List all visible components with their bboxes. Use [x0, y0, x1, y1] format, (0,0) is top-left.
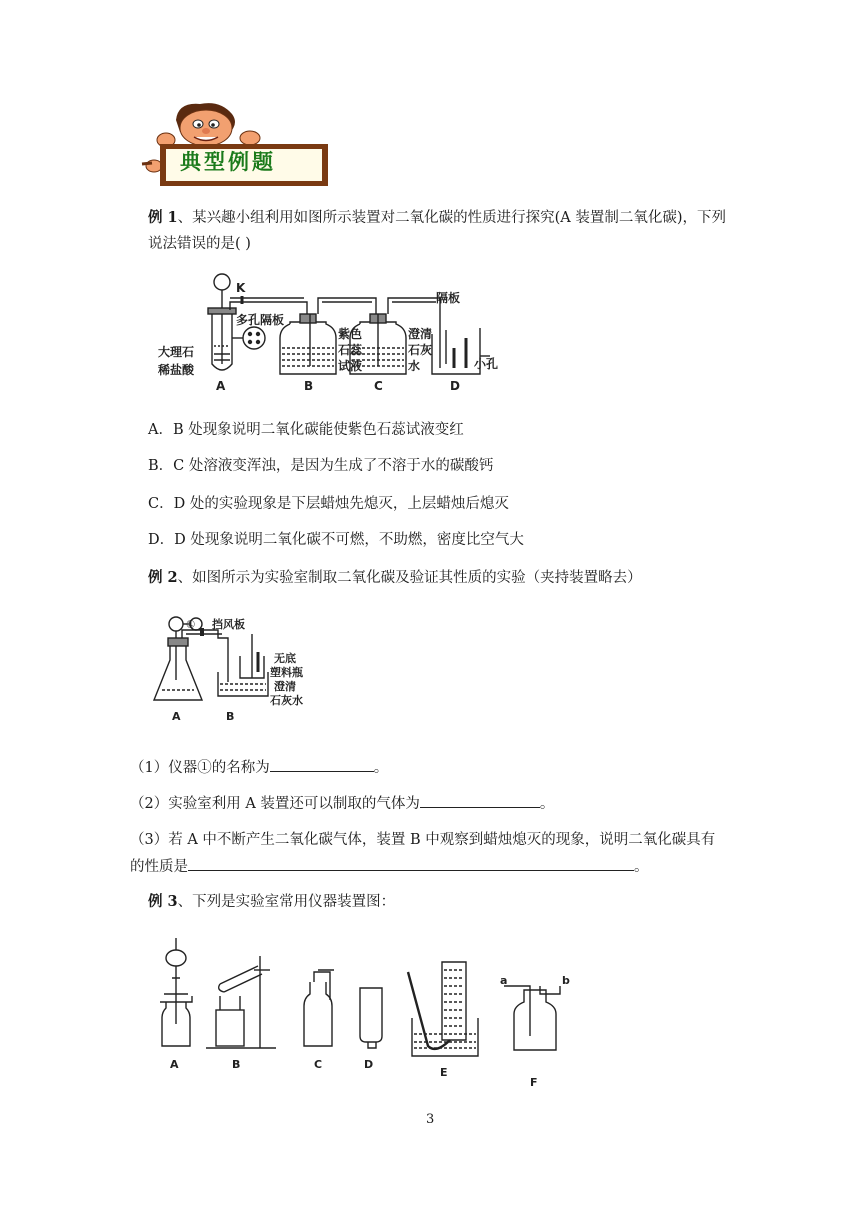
ex2-label-bottle-2: 塑料瓶 — [270, 666, 303, 679]
ex3-label-b: B — [232, 1058, 241, 1071]
ex1-label-a: A — [216, 379, 226, 393]
ex1-label-lime-1: 澄清 — [408, 327, 433, 341]
ex3-label-f: F — [530, 1076, 538, 1089]
ex1-line1 — [148, 208, 726, 228]
ex2-q1-end: 。 — [373, 760, 389, 776]
ex1-option-b: B．C 处溶液变浑浊，是因为生成了不溶于水的碳酸钙 — [148, 458, 494, 474]
banner-illustration — [140, 100, 330, 192]
ex3-label-tube-b: b — [562, 974, 570, 987]
ex2-q3-text: 的性质是 — [130, 859, 188, 875]
ex1-label-litmus-3: 试液 — [338, 359, 363, 373]
ex3-label-tube-a: a — [500, 974, 508, 987]
ex1-label-b: B — [304, 379, 314, 393]
ex1-line2: 说法错误的是( ) — [148, 236, 251, 252]
ex1-question-text: 、某兴趣小组利用如图所示装置对二氧化碳的性质进行探究(A 装置制二氧化碳)，下列 — [177, 210, 727, 226]
ex2-label-lime-1: 澄清 — [274, 680, 296, 693]
ex3-label-c: C — [314, 1058, 323, 1071]
banner-title: 典型例题 — [180, 149, 276, 174]
ex1-option-c: C．D 处的实验现象是下层蜡烛先熄灭，上层蜡烛后熄灭 — [148, 496, 509, 512]
ex2-label-windboard: 挡风板 — [212, 618, 245, 631]
ex1-label-d: D — [450, 379, 460, 393]
ex1-label-lime-2: 石灰 — [408, 343, 433, 357]
ex2-label-bottle-1: 无底 — [274, 652, 296, 665]
ex1-label-litmus-2: 石蕊 — [338, 343, 363, 357]
ex2-label: 例 2 — [148, 569, 178, 586]
ex3-question-text: 、下列是实验室常用仪器装置图： — [177, 894, 396, 910]
ex1-option-d: D．D 处现象说明二氧化碳不可燃，不助燃，密度比空气大 — [148, 532, 524, 548]
page-number: 3 — [426, 1112, 435, 1127]
ex2-label-b: B — [226, 710, 235, 723]
ex1-label-porous: 多孔隔板 — [236, 313, 285, 327]
ex1-label-marble: 大理石 — [158, 345, 195, 359]
ex2-apparatus-figure — [150, 616, 330, 728]
ex3-label: 例 3 — [148, 893, 178, 910]
ex2-q1-text: （1）仪器①的名称为 — [130, 760, 270, 776]
ex3-apparatus-figure — [150, 936, 570, 1089]
ex1-label-litmus-1: 紫色 — [338, 327, 363, 341]
ex2-q3-line1: （3）若 A 中不断产生二氧化碳气体，装置 B 中观察到蜡烛熄灭的现象，说明二氧化碳具有 — [130, 832, 716, 848]
ex2-q3-end: 。 — [634, 859, 649, 875]
ex1-label-partition: 隔板 — [436, 291, 461, 305]
ex2-q2 — [130, 793, 554, 814]
ex2-q3-line2 — [130, 856, 649, 877]
ex1-apparatus-figure — [150, 268, 510, 396]
ex2-q1 — [130, 757, 388, 778]
ex2-label-a: A — [172, 710, 181, 723]
ex2-question-text: 、如图所示为实验室制取二氧化碳及验证其性质的实验（夹持装置略去） — [177, 570, 642, 586]
ex2-q2-end: 。 — [539, 796, 555, 812]
ex1-label-acid: 稀盐酸 — [158, 363, 195, 377]
ex1-label-hole: 小孔 — [474, 357, 499, 371]
ex3-label-e: E — [440, 1066, 448, 1079]
ex1-label-c: C — [374, 379, 383, 393]
ex1-label: 例 1 — [148, 209, 178, 226]
ex3-line1 — [148, 892, 395, 912]
ex2-q2-blank[interactable] — [420, 793, 540, 808]
ex2-line1 — [148, 568, 642, 588]
ex2-label-circle1: ① — [186, 618, 196, 631]
ex3-label-a: A — [170, 1058, 179, 1071]
ex1-option-a: A．B 处现象说明二氧化碳能使紫色石蕊试液变红 — [148, 422, 464, 438]
ex2-label-lime-2: 石灰水 — [270, 694, 303, 707]
ex2-q2-text: （2）实验室利用 A 装置还可以制取的气体为 — [130, 796, 420, 812]
ex2-q3-blank[interactable] — [188, 856, 634, 871]
ex1-label-lime-3: 水 — [408, 359, 421, 373]
ex1-label-k: K — [236, 281, 246, 295]
ex3-label-d: D — [364, 1058, 374, 1071]
ex2-q1-blank[interactable] — [270, 757, 374, 772]
